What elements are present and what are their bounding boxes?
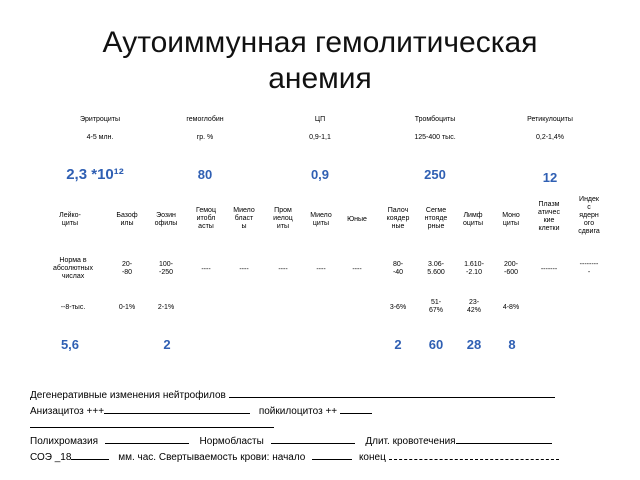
norm-reticulocytes: 0,2-1,4% <box>535 134 565 141</box>
wbc-header-plasma-cells: Плазм атичес кие клетки <box>538 201 560 232</box>
header-reticulocytes: Ретикулоциты <box>527 116 573 123</box>
wbc-abs-label: Норма в абсолютных числах <box>53 257 93 280</box>
esr-label: СОЭ _18 <box>30 452 72 463</box>
bleeding-time-blank[interactable] <box>456 432 552 444</box>
value-erythrocytes: 2,3 *10¹² <box>66 166 124 183</box>
wbc-pct-segmented: 51- 67% <box>428 299 443 314</box>
value-segmented: 60 <box>428 337 444 352</box>
norm-color-index: 0,9-1,1 <box>309 134 331 141</box>
wbc-abs-segmented: 3.06- 5.600 <box>427 261 445 276</box>
value-reticulocytes: 12 <box>542 170 558 185</box>
wbc-abs-basophils: 20- -80 <box>121 261 133 276</box>
value-band: 2 <box>394 337 402 352</box>
wbc-abs-shift-index: -------- - <box>579 261 599 276</box>
wbc-abs-myelocytes: ---- <box>316 266 326 273</box>
header-erythrocytes: Эритроциты <box>80 116 120 123</box>
polychromasia-blank[interactable] <box>105 432 189 444</box>
value-hemoglobin: 80 <box>197 167 213 182</box>
header-hemoglobin: гемоглобин <box>186 116 224 123</box>
wbc-abs-band: 80- -40 <box>392 261 404 276</box>
value-color-index: 0,9 <box>310 167 330 182</box>
norm-erythrocytes: 4-5 млн. <box>86 134 114 141</box>
wbc-header-myeloblasts: Миело бласт ы <box>233 207 255 230</box>
norm-platelets: 125-400 тыс. <box>414 134 456 141</box>
coagulation-end-blank[interactable] <box>389 448 559 460</box>
wbc-abs-juvenile: ---- <box>352 266 362 273</box>
norm-hemoglobin: гр. % <box>196 134 214 141</box>
wbc-header-eosinophils: Эозин офилы <box>154 212 178 227</box>
header-platelets: Тромбоциты <box>414 116 456 123</box>
wbc-header-juvenile: Юные <box>347 216 367 223</box>
footer-line-anisocytosis <box>30 402 372 417</box>
degenerative-blank[interactable] <box>229 386 555 398</box>
coagulation-start-label: мм. час. Свертываемость крови: начало <box>118 452 306 463</box>
wbc-header-shift-index: Индек с ядерн ого сдвига <box>578 196 600 235</box>
esr-blank[interactable] <box>71 448 109 460</box>
wbc-header-band: Палоч коядер ные <box>386 207 410 230</box>
wbc-pct-eosinophils: 2-1% <box>157 304 175 311</box>
poikilocytosis-label: пойкилоцитоз ++ <box>258 406 338 417</box>
page-title: Аутоиммунная гемолитическая <box>102 26 538 59</box>
footer-line-degenerative <box>30 386 555 401</box>
value-monocytes: 8 <box>508 337 516 352</box>
wbc-header-myelocytes: Миело циты <box>310 212 332 227</box>
value-platelets: 250 <box>424 167 446 182</box>
wbc-header-promyelocytes: Пром иелоц иты <box>273 207 293 230</box>
wbc-abs-myeloblasts: ---- <box>239 266 249 273</box>
footer-line-esr <box>30 448 559 463</box>
normoblasts-label: Нормобласты <box>199 436 264 447</box>
value-lymphocytes: 28 <box>466 337 482 352</box>
wbc-header-basophils: Базоф илы <box>116 212 138 227</box>
wbc-abs-monocytes: 200- -600 <box>503 261 518 276</box>
normoblasts-blank[interactable] <box>271 432 355 444</box>
wbc-header-leukocytes: Лейко- циты <box>59 212 81 227</box>
wbc-pct-monocytes: 4-8% <box>502 304 520 311</box>
wbc-pct-basophils: 0-1% <box>118 304 136 311</box>
anisocytosis-blank[interactable] <box>104 402 250 414</box>
wbc-header-segmented: Сегме нтоядe рные <box>424 207 448 230</box>
coagulation-start-blank[interactable] <box>312 448 352 460</box>
blank-line[interactable] <box>30 427 274 428</box>
footer-line-polychromasia <box>30 432 552 447</box>
anisocytosis-label: Анизацитоз +++ <box>30 406 105 417</box>
value-eosinophils: 2 <box>163 337 171 352</box>
wbc-abs-lymphocytes: 1.610- -2.10 <box>464 261 484 276</box>
header-color-index: ЦП <box>314 116 326 123</box>
wbc-abs-hemocytoblasts: ---- <box>201 266 211 273</box>
page-title-line2: анемия <box>268 62 372 95</box>
wbc-abs-eosinophils: 100- -250 <box>158 261 173 276</box>
coagulation-end-label: конец <box>358 452 386 463</box>
wbc-pct-lymphocytes: 23- 42% <box>466 299 481 314</box>
wbc-abs-promyelocytes: ---- <box>278 266 288 273</box>
wbc-header-monocytes: Моно циты <box>502 212 520 227</box>
wbc-abs-plasma-cells: ------- <box>540 266 558 273</box>
wbc-pct-band: 3-6% <box>389 304 407 311</box>
poikilocytosis-blank[interactable] <box>340 402 372 414</box>
bleeding-time-label: Длит. кровотечения <box>365 436 456 447</box>
wbc-pct-leukocytes: --8-тыс. <box>60 304 86 311</box>
wbc-header-hemocytoblasts: Гемоц итобл асты <box>196 207 216 230</box>
degenerative-label: Дегенеративные изменения нейтрофилов <box>30 390 226 401</box>
wbc-header-lymphocytes: Лимф оциты <box>462 212 484 227</box>
polychromasia-label: Полихромазия <box>30 436 98 447</box>
value-leukocytes: 5,6 <box>60 337 80 352</box>
